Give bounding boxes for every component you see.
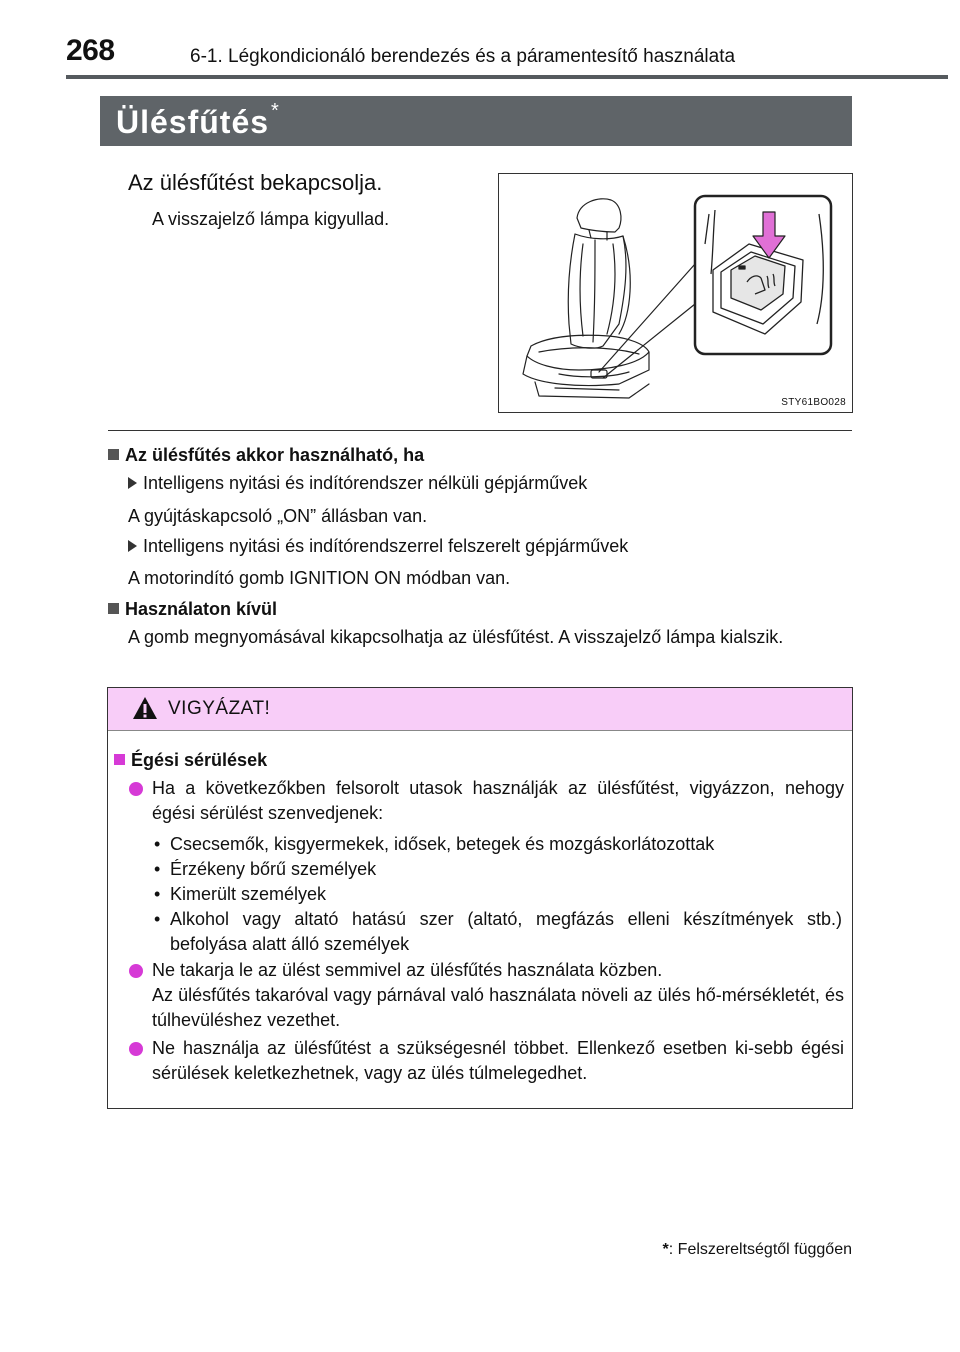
list-item xyxy=(154,907,842,957)
warning-bullet-list xyxy=(154,832,842,957)
warning-subheading xyxy=(114,748,267,773)
round-bullet-icon xyxy=(129,964,143,978)
square-bullet-icon xyxy=(108,603,119,614)
case2-text: A motorindító gomb IGNITION ON módban van. xyxy=(128,568,511,588)
case1-text: A gyújtáskapcsoló „ON” állásban van. xyxy=(128,506,428,526)
off-heading-text: Használaton kívül xyxy=(125,599,278,619)
list-item-text: Alkohol vagy altató hatású szer (altató, megfázás elleni készítmények stb.) befolyása alatt álló személyek xyxy=(170,909,842,954)
warning-point-2-line2: Az ülésfűtés takaróval vagy párnával való használata növeli az ülés hő-mérsékletét, és túlhevüléshez vezethet. xyxy=(152,985,844,1030)
list-item-text: Kimerült személyek xyxy=(170,884,327,904)
triangle-bullet-icon xyxy=(128,540,137,552)
bullet-dot-icon: • xyxy=(154,859,161,879)
off-heading xyxy=(108,596,277,622)
seat-heater-illustration xyxy=(498,173,853,413)
page-number: 268 xyxy=(66,34,115,67)
warning-point-3 xyxy=(152,1036,844,1086)
list-item xyxy=(154,832,842,857)
warning-point-2 xyxy=(152,958,844,1033)
triangle-bullet-icon xyxy=(128,477,137,489)
usable-heading xyxy=(108,442,424,468)
warning-box xyxy=(107,687,853,1109)
warning-title: VIGYÁZAT! xyxy=(168,698,271,719)
warning-point-2-line1: Ne takarja le az ülést semmivel az ülésfűtés használata közben. xyxy=(152,960,663,980)
figure-code: STY61BO028 xyxy=(781,397,846,408)
header-rule xyxy=(66,75,948,79)
section-title xyxy=(116,100,280,141)
case2-label xyxy=(128,533,628,559)
square-bullet-icon xyxy=(108,449,119,460)
warning-triangle-icon xyxy=(132,696,158,720)
list-item xyxy=(154,882,842,907)
warning-point-1 xyxy=(152,776,844,826)
round-bullet-icon xyxy=(129,782,143,796)
off-text: A gomb megnyomásával kikapcsolhatja az ülésfűtést. A visszajelző lámpa kialszik. xyxy=(128,627,784,647)
warning-point-1-text: Ha a következőkben felsorolt utasok használják az ülésfűtést, vigyázzon, nehogy égési sérülést szenvedjenek: xyxy=(152,778,844,823)
warning-header xyxy=(108,688,852,731)
list-item-text: Csecsemők, kisgyermekek, idősek, betegek és mozgáskorlátozottak xyxy=(170,834,715,854)
usable-heading-text: Az ülésfűtés akkor használható, ha xyxy=(125,445,425,465)
section-divider xyxy=(108,430,852,431)
step-title: Az ülésfűtést bekapcsolja. xyxy=(128,170,383,195)
footnote-text: : Felszereltségtől függően xyxy=(668,1241,852,1258)
bullet-dot-icon: • xyxy=(154,884,161,904)
footnote xyxy=(663,1241,852,1259)
footnote-symbol: * xyxy=(662,1241,669,1258)
seat-illustration-svg xyxy=(499,174,852,412)
chapter-title: 6-1. Légkondicionáló berendezés és a páramentesítő használata xyxy=(190,46,736,67)
warning-subheading-text: Égési sérülések xyxy=(131,750,268,770)
warning-point-3-text: Ne használja az ülésfűtést a szükségesnél többet. Ellenkező esetben ki-sebb égési sérülések keletkezhetnek, vagy az ülés túlmelegedhet. xyxy=(152,1038,844,1083)
case1-label-text: Intelligens nyitási és indítórendszer nélküli gépjárművek xyxy=(143,473,588,493)
section-title-text: Ülésfűtés xyxy=(116,104,270,140)
section-asterisk: * xyxy=(271,100,280,122)
step-description: A visszajelző lámpa kigyullad. xyxy=(152,209,390,229)
square-bullet-icon xyxy=(114,754,125,765)
list-item-text: Érzékeny bőrű személyek xyxy=(170,859,377,879)
case2-label-text: Intelligens nyitási és indítórendszerrel felszerelt gépjárművek xyxy=(143,536,629,556)
bullet-dot-icon: • xyxy=(154,834,161,854)
round-bullet-icon xyxy=(129,1042,143,1056)
list-item xyxy=(154,857,842,882)
bullet-dot-icon: • xyxy=(154,909,161,929)
case1-label xyxy=(128,470,587,496)
